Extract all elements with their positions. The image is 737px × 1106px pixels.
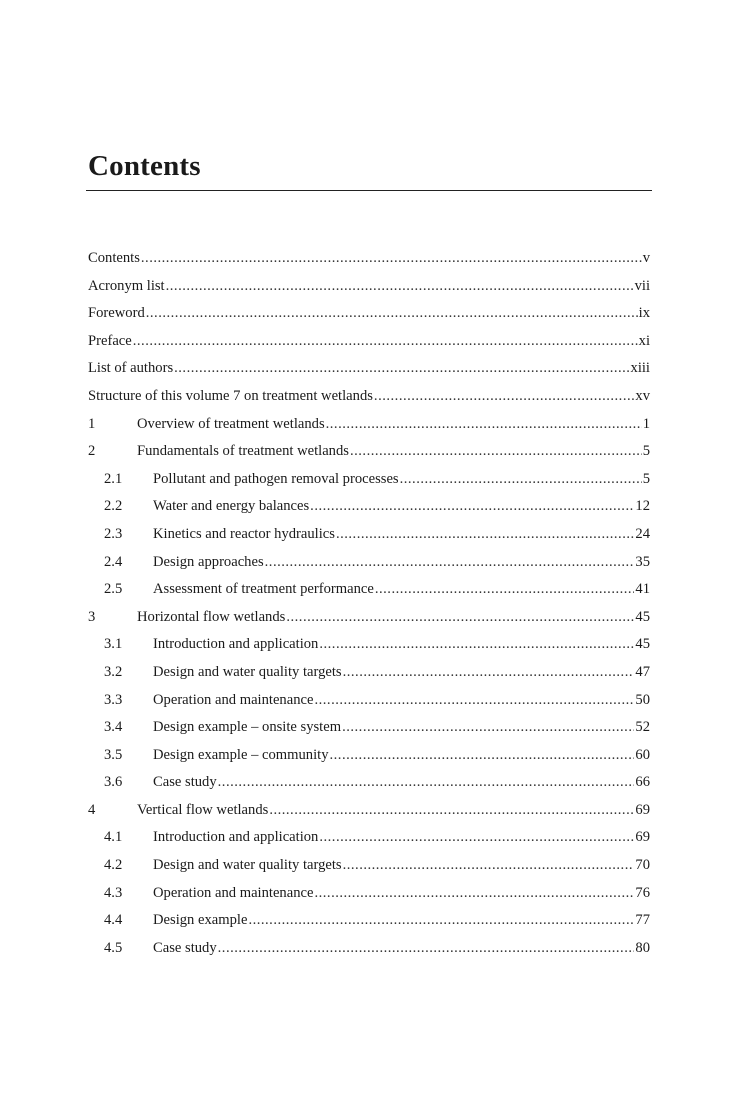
toc-entry[interactable] [88,664,650,692]
toc-entry-number: 3.6 [104,774,123,791]
toc-entry-label: Foreword [88,305,145,322]
toc-entry[interactable] [88,636,650,664]
toc-entry-label: Design example [153,912,248,929]
toc-entry[interactable] [88,609,650,637]
toc-entry-label: Operation and maintenance [153,884,314,901]
dot-leader [166,278,634,295]
toc-entry-number: 4.3 [104,884,123,901]
dot-leader [343,664,635,681]
toc-entry-label: Structure of this volume 7 on treatment wetlands [88,387,373,404]
dot-leader [286,609,634,626]
toc-entry-number: 2.1 [104,470,123,487]
toc-entry-label: Horizontal flow wetlands [137,608,286,625]
toc-entry[interactable] [88,305,650,333]
toc-entry-page-number: vii [634,277,650,294]
toc-entry-number: 4.2 [104,857,123,874]
toc-entry-number: 2.2 [104,498,123,515]
toc-entry[interactable] [88,692,650,720]
toc-entry-page-number: 24 [635,525,650,542]
toc-entry[interactable] [88,278,650,306]
toc-entry-page-number: 66 [635,774,650,791]
page-title: Contents [88,150,201,182]
toc-entry-number: 4.5 [104,939,123,956]
toc-entry-label: Operation and maintenance [153,691,314,708]
toc-entry[interactable] [88,443,650,471]
dot-leader [218,940,635,957]
toc-entry-label: Assessment of treatment performance [153,581,374,598]
toc-entry-number: 3.4 [104,719,123,736]
dot-leader [343,857,635,874]
toc-entry-label: Contents [88,250,140,266]
toc-entry[interactable] [88,912,650,940]
toc-entry-label: Design and water quality targets [153,857,342,874]
toc-entry-number: 3 [88,608,96,625]
toc-entry-label: Case study [153,939,217,956]
dot-leader [350,443,642,460]
toc-entry-page-number: xv [635,387,650,404]
toc-entry-label: Preface [88,332,132,349]
dot-leader [336,526,634,543]
toc-entry-label: Acronym list [88,277,165,294]
dot-leader [319,829,634,846]
toc-entry-page-number: 60 [635,746,650,763]
toc-entry-label: Introduction and application [153,636,319,653]
toc-entry-page-number: 47 [635,663,650,680]
toc-entry[interactable] [88,719,650,747]
toc-entry[interactable] [88,857,650,885]
toc-entry-number: 2.5 [104,581,123,598]
dot-leader [141,250,642,267]
toc-entry[interactable] [88,829,650,857]
toc-entry-label: Kinetics and reactor hydraulics [153,525,335,542]
toc-entry-page-number: 77 [635,912,650,929]
dot-leader [133,333,638,350]
toc-entry-label: Overview of treatment wetlands [137,415,325,432]
toc-entry-page-number: 45 [635,636,650,653]
dot-leader [174,360,629,377]
toc-entry[interactable] [88,526,650,554]
toc-entry[interactable] [88,581,650,609]
toc-entry-page-number: xiii [630,360,650,377]
toc-entry-number: 4.4 [104,912,123,929]
toc-entry[interactable] [88,885,650,913]
toc-entry-label: Design and water quality targets [153,663,342,680]
toc-entry-number: 4 [88,801,96,818]
toc-entry[interactable] [88,250,650,278]
toc-entry-number: 3.2 [104,663,123,680]
dot-leader [265,554,635,571]
toc-entry-number: 1 [88,415,96,432]
toc-entry[interactable] [88,774,650,802]
toc-entry-number: 2 [88,443,96,460]
toc-entry-page-number: 45 [635,608,650,625]
toc-entry-page-number: 69 [635,801,650,818]
dot-leader [269,802,634,819]
toc-entry[interactable] [88,554,650,582]
dot-leader [330,747,635,764]
dot-leader [375,581,635,598]
toc-entry-number: 2.4 [104,553,123,570]
toc-entry-page-number: 52 [635,719,650,736]
toc-entry-label: Pollutant and pathogen removal processes [153,470,399,487]
toc-entry-label: Introduction and application [153,829,319,846]
toc-entry-page-number: 5 [642,443,650,460]
toc-entry-number: 3.3 [104,691,123,708]
dot-leader [314,885,634,902]
toc-entry-label: Water and energy balances [153,498,310,515]
toc-entry-page-number: xi [638,332,650,349]
table-of-contents [88,250,650,967]
dot-leader [374,388,634,405]
toc-entry-label: Design example – onsite system [153,719,342,736]
title-divider [86,190,652,191]
toc-entry-number: 3.5 [104,746,123,763]
toc-entry[interactable] [88,471,650,499]
toc-entry-label: Design example – community [153,746,329,763]
toc-entry[interactable] [88,802,650,830]
toc-entry-page-number: ix [638,305,650,322]
toc-entry-page-number: 1 [642,415,650,432]
toc-entry-page-number: v [642,250,650,266]
toc-entry-number: 3.1 [104,636,123,653]
toc-entry-page-number: 70 [635,857,650,874]
toc-entry-label: Fundamentals of treatment wetlands [137,443,349,460]
toc-entry[interactable] [88,333,650,361]
toc-entry-page-number: 76 [635,884,650,901]
toc-entry-number: 2.3 [104,525,123,542]
toc-entry-page-number: 69 [635,829,650,846]
toc-entry-label: Case study [153,774,217,791]
toc-entry-number: 4.1 [104,829,123,846]
toc-entry-page-number: 41 [635,581,650,598]
toc-entry[interactable] [88,360,650,388]
toc-entry-label: Design approaches [153,553,264,570]
toc-entry[interactable] [88,498,650,526]
toc-entry[interactable] [88,388,650,416]
dot-leader [310,498,634,515]
toc-entry-page-number: 80 [635,939,650,956]
dot-leader [326,416,642,433]
toc-entry-page-number: 12 [635,498,650,515]
dot-leader [146,305,638,322]
dot-leader [400,471,642,488]
toc-entry-label: List of authors [88,360,174,377]
dot-leader [218,774,635,791]
toc-entry[interactable] [88,416,650,444]
dot-leader [342,719,634,736]
toc-entry-page-number: 50 [635,691,650,708]
toc-entry[interactable] [88,747,650,775]
dot-leader [319,636,634,653]
toc-entry-page-number: 5 [642,470,650,487]
dot-leader [314,692,634,709]
toc-entry[interactable] [88,940,650,968]
toc-entry-page-number: 35 [635,553,650,570]
toc-entry-label: Vertical flow wetlands [137,801,269,818]
dot-leader [248,912,634,929]
